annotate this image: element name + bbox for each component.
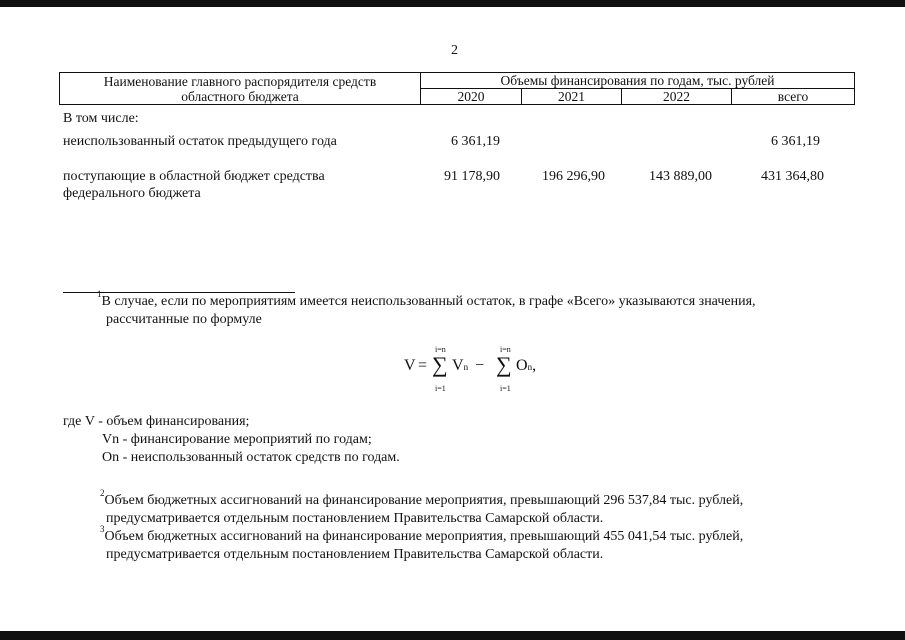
formula-sum1-sigma: ∑ [432, 352, 448, 377]
definitions-line3: On - неиспользованный остаток средств по годам. [102, 450, 400, 465]
footnote-1-mark: 1 [97, 289, 102, 300]
header-year-2021: 2021 [522, 89, 622, 105]
row-federal-2021: 196 296,90 [542, 169, 605, 184]
footnote-3-line1: $^3$Объем бюджетных ассигнований на финансирование мероприятия, превышающий 455 041,54 тыс. рублей, [100, 524, 744, 544]
formula-term1: Vn [452, 357, 469, 374]
header-name-line1: Наименование главного распорядителя средств [103, 73, 377, 89]
header-name-line2: областного бюджета [181, 88, 299, 104]
formula-sum2-upper: i=n [500, 345, 511, 354]
scan-top-border [0, 0, 905, 7]
definitions-line2: Vn - финансирование мероприятий по годам; [102, 432, 372, 447]
formula-term2: On, [516, 357, 537, 374]
scan-bottom-border [0, 631, 905, 640]
formula-sum2-lower: i=1 [500, 384, 511, 393]
row-federal-2022: 143 889,00 [649, 169, 712, 184]
formula-equals: = [418, 357, 428, 374]
row-federal-label-line1: поступающие в областной бюджет средства [63, 169, 325, 184]
formula-minus: − [475, 357, 485, 374]
formula-sum2-sigma: ∑ [496, 352, 512, 377]
footnote-1-line1: $^1$В случае, если по мероприятиям имеется неиспользованный остаток, в графе «Всего» указываются значения, [97, 289, 756, 309]
row-unused-label: неиспользованный остаток предыдущего года [63, 134, 337, 149]
row-including-label: В том числе: [63, 111, 139, 126]
formula [404, 344, 564, 394]
footnote-3-mark: 3 [100, 524, 105, 535]
row-federal-label-line2: федерального бюджета [63, 186, 201, 201]
header-year-2022: 2022 [622, 89, 732, 105]
formula-sum1-upper: i=n [435, 345, 446, 354]
header-year-2020: 2020 [421, 89, 522, 105]
row-federal-2020: 91 178,90 [444, 169, 500, 184]
definitions-line1: где V - объем финансирования; [63, 414, 250, 429]
page-number: 2 [451, 43, 458, 58]
footnote-3-line2: предусматривается отдельным постановлением Правительства Самарской области. [106, 547, 604, 562]
footnote-2-line2: предусматривается отдельным постановлением Правительства Самарской области. [106, 511, 604, 526]
formula-sum1-lower: i=1 [435, 384, 446, 393]
budget-table [59, 72, 855, 105]
row-unused-total: 6 361,19 [771, 134, 820, 149]
header-name-cell [60, 73, 421, 105]
footnote-1-line2: рассчитанные по формуле [106, 312, 262, 327]
row-unused-2020: 6 361,19 [451, 134, 500, 149]
footnote-2-mark: 2 [100, 488, 105, 499]
header-total: всего [732, 89, 855, 105]
row-federal-total: 431 364,80 [761, 169, 824, 184]
formula-lhs: V [404, 357, 416, 374]
footnote-2-line1: $^2$Объем бюджетных ассигнований на финансирование мероприятия, превышающий 296 537,84 тыс. рублей, [100, 488, 744, 508]
header-volumes: Объемы финансирования по годам, тыс. рублей [421, 73, 855, 89]
